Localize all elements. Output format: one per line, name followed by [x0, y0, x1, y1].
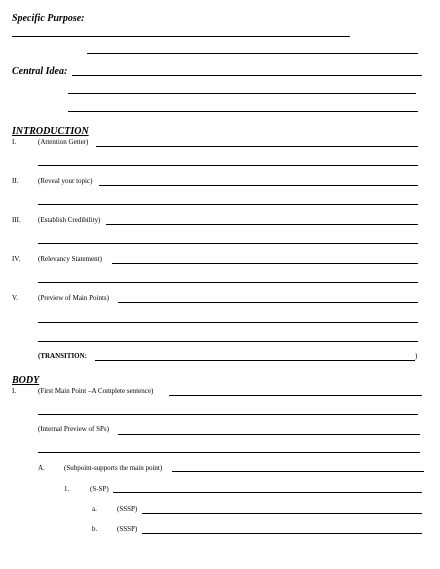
- transition-label: (TRANSITION:: [38, 352, 88, 360]
- intro-item-3-number: III.: [12, 216, 21, 224]
- intro-item-4-number: IV.: [12, 255, 21, 263]
- introduction-heading: INTRODUCTION: [12, 126, 89, 137]
- main-point-label: (First Main Point –A Complete sentence): [38, 387, 154, 395]
- sub-sub-line: [113, 492, 422, 493]
- intro-item-3-line-1: [106, 224, 418, 225]
- intro-item-1-label: (Attention Getter): [38, 138, 89, 146]
- specific-purpose-line-1: [12, 36, 350, 37]
- intro-item-4-line-1: [112, 263, 418, 264]
- transition-line: [95, 360, 415, 361]
- central-idea-line-2: [68, 93, 416, 94]
- sub-sub-label: (S-SP): [90, 485, 109, 493]
- specific-purpose-label: Specific Purpose:: [12, 13, 85, 24]
- main-point-line-1: [169, 395, 422, 396]
- intro-item-2-line-2: [38, 204, 418, 205]
- central-idea-label: Central Idea:: [12, 66, 68, 77]
- intro-item-4-label: (Relevancy Statement): [38, 255, 102, 263]
- main-point-number: I.: [12, 387, 17, 395]
- intro-item-4-line-2: [38, 282, 418, 283]
- intro-item-5-line-3: [38, 341, 418, 342]
- intro-item-2-line-1: [99, 185, 418, 186]
- internal-preview-line-2: [38, 452, 420, 453]
- central-idea-line-1: [72, 75, 422, 76]
- subpoint-line: [172, 471, 424, 472]
- intro-item-5-line-2: [38, 322, 418, 323]
- sssp-b-label: (SSSP): [117, 525, 138, 533]
- sssp-b-line: [142, 533, 422, 534]
- subpoint-label: (Subpoint-supports the main point): [64, 464, 163, 472]
- intro-item-3-label: (Establish Credibility): [38, 216, 101, 224]
- sub-sub-number: 1.: [64, 485, 70, 493]
- central-idea-line-3: [68, 111, 418, 112]
- sssp-b-number: b.: [92, 525, 98, 533]
- subpoint-number: A.: [38, 464, 45, 472]
- body-heading: BODY: [12, 375, 40, 386]
- sssp-a-line: [142, 513, 422, 514]
- intro-item-2-label: (Reveal your topic): [38, 177, 93, 185]
- intro-item-2-number: II.: [12, 177, 19, 185]
- intro-item-1-line-1: [96, 146, 418, 147]
- internal-preview-line-1: [118, 434, 420, 435]
- sssp-a-number: a.: [92, 505, 97, 513]
- intro-item-3-line-2: [38, 243, 418, 244]
- intro-item-1-line-2: [38, 165, 418, 166]
- intro-item-1-number: I.: [12, 138, 17, 146]
- sssp-a-label: (SSSP): [117, 505, 138, 513]
- specific-purpose-line-2: [87, 53, 418, 54]
- internal-preview-label: (Internal Preview of SPs): [38, 425, 109, 433]
- intro-item-5-number: V.: [12, 294, 18, 302]
- intro-item-5-label: (Preview of Main Points): [38, 294, 109, 302]
- intro-item-5-line-1: [118, 302, 418, 303]
- main-point-line-2: [38, 414, 418, 415]
- transition-close: ): [415, 352, 418, 360]
